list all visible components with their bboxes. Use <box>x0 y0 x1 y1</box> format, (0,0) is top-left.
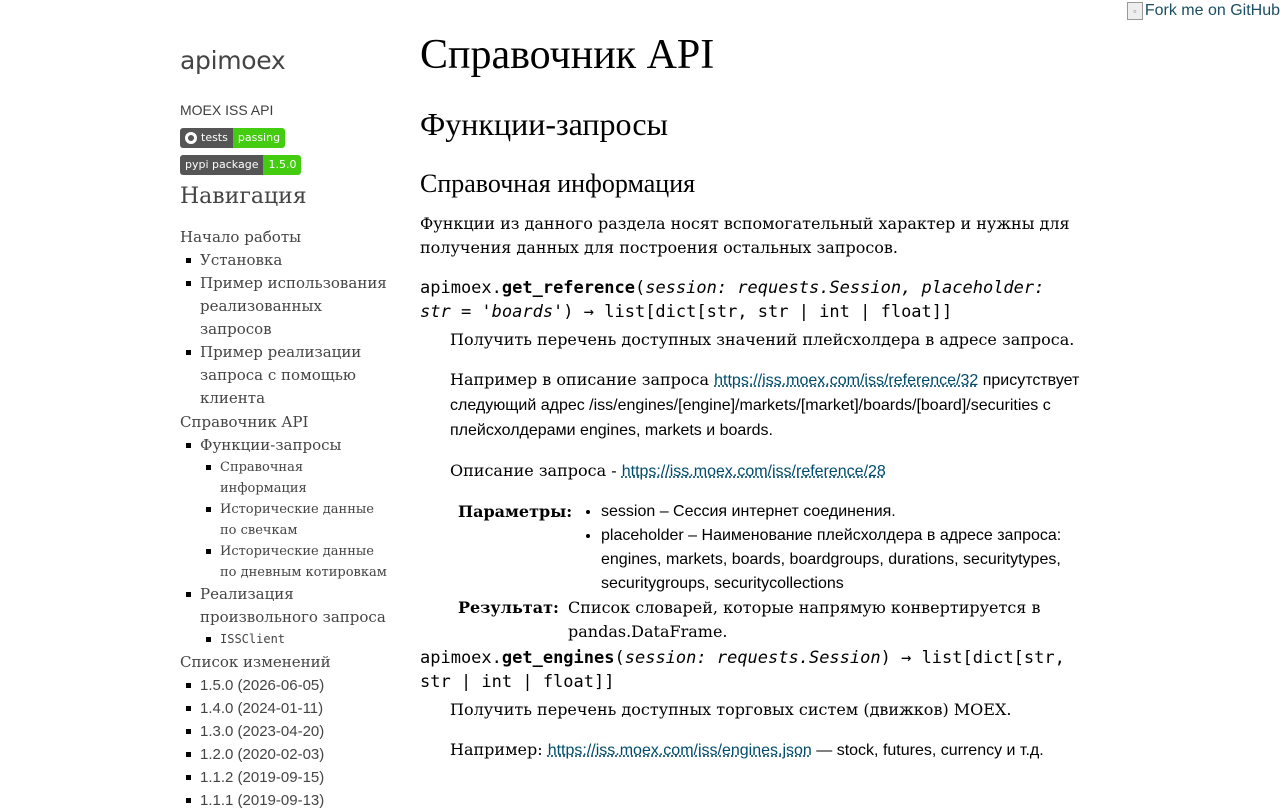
result-text: Список словарей, которые напрямую конвертируется в pandas.DataFrame. <box>568 598 1041 641</box>
params-label: Параметры: <box>458 502 573 521</box>
nav-item: Функции-запросы Справочная информация Исторические данные по свечкам Исторические данные по дневным котировкам <box>200 434 390 583</box>
pypi-badge[interactable]: pypi package 1.5.0 <box>180 155 301 175</box>
nav-subitem: Исторические данные по свечкам <box>220 499 390 541</box>
nav-caption-reference: Справочник API <box>180 413 309 431</box>
params-list <box>583 500 1080 596</box>
subsection-title: Справочная информация <box>420 169 696 198</box>
nav-subitem: Справочная информация <box>220 457 390 499</box>
param-item: • placeholder – Наименование плейсхолдера в адресе запроса: engines, markets, boards, boardgroups, durations, securitytypes, securitygroups, securitycollections <box>601 524 1080 596</box>
summary: Получить перечень доступных значений плейсхолдера в адресе запроса. <box>450 330 1075 349</box>
section-title: Функции-запросы <box>420 106 669 142</box>
tests-badge[interactable]: tests passing <box>180 128 285 148</box>
nav-item: 1.1.2 (2019-09-15) <box>200 766 390 789</box>
logo[interactable]: apimoex <box>180 46 286 75</box>
result-label: Результат: <box>458 598 559 617</box>
badges <box>180 128 390 180</box>
page-title: Справочник API <box>420 32 715 78</box>
navigation-title: Навигация <box>180 184 307 209</box>
nav-caption-start: Начало работы <box>180 228 302 246</box>
nav-item: 1.3.0 (2023-04-20) <box>200 720 390 743</box>
intro-paragraph: Функции из данного раздела носят вспомогательный характер и нужны для получения данных для построения остальных запросов. <box>420 214 1070 257</box>
broken-image-icon: ▫ <box>1127 2 1143 20</box>
reference-link[interactable]: https://iss.moex.com/iss/reference/32 <box>714 372 979 389</box>
nav-item: Установка <box>200 249 390 272</box>
main-content <box>420 28 1080 779</box>
function-signature-get-engines: apimoex.get_engines(session: requests.Session) → list[dict[str, str | int | float]] <box>420 648 1065 692</box>
summary: Получить перечень доступных торговых систем (движков) MOEX. <box>450 700 1012 719</box>
nav-subitem: ISSClient <box>220 629 390 650</box>
nav-list-reference <box>180 434 390 650</box>
nav-item: Пример реализации запроса с помощью клиента <box>200 341 390 410</box>
nav-item: 1.4.0 (2024-01-11) <box>200 697 390 720</box>
nav-subitem: Исторические данные по дневным котировкам <box>220 541 390 583</box>
nav-item: Пример использования реализованных запросов <box>200 272 390 341</box>
description-paragraph: Описание запроса - https://iss.moex.com/iss/reference/28 <box>450 461 886 480</box>
function-description-get-engines <box>450 698 1080 763</box>
fork-alt-text[interactable]: Fork me on GitHub <box>1144 2 1280 19</box>
nav-item: 1.5.0 (2026-06-05) <box>200 674 390 697</box>
nav-caption-changes: Список изменений <box>180 653 331 671</box>
function-signature-get-reference: apimoex.get_reference(session: requests.Session, placeholder: str = 'boards') → list[dict[str, str | int | float]] <box>420 278 1045 322</box>
sidebar <box>180 44 390 812</box>
nav-list-changes <box>180 674 390 812</box>
nav-item: Реализация произвольного запроса ISSClient <box>200 583 390 650</box>
github-icon <box>185 132 197 144</box>
nav-item: 1.2.0 (2020-02-03) <box>200 743 390 766</box>
engines-link[interactable]: https://iss.moex.com/iss/engines.json <box>547 742 812 759</box>
nav-item: 1.1.1 (2019-09-13) <box>200 789 390 812</box>
example-paragraph: Например: https://iss.moex.com/iss/engines.json — stock, futures, currency и т.д. <box>450 740 1044 759</box>
function-description-get-reference <box>450 328 1080 644</box>
fork-me-banner[interactable] <box>1127 2 1280 20</box>
field-list <box>458 500 1080 644</box>
nav-list-start <box>180 249 390 410</box>
project-description: MOEX ISS API <box>180 102 274 118</box>
example-paragraph: Например в описание запроса https://iss.moex.com/iss/reference/32 присутствует следующий адрес /iss/engines/[engine]/markets/[market]/boards/[board]/securities с плейсхолдерами engines, markets и boards. <box>450 370 1080 439</box>
reference-link[interactable]: https://iss.moex.com/iss/reference/28 <box>621 463 886 480</box>
param-item: • session – Сессия интернет соединения. <box>601 500 1080 524</box>
